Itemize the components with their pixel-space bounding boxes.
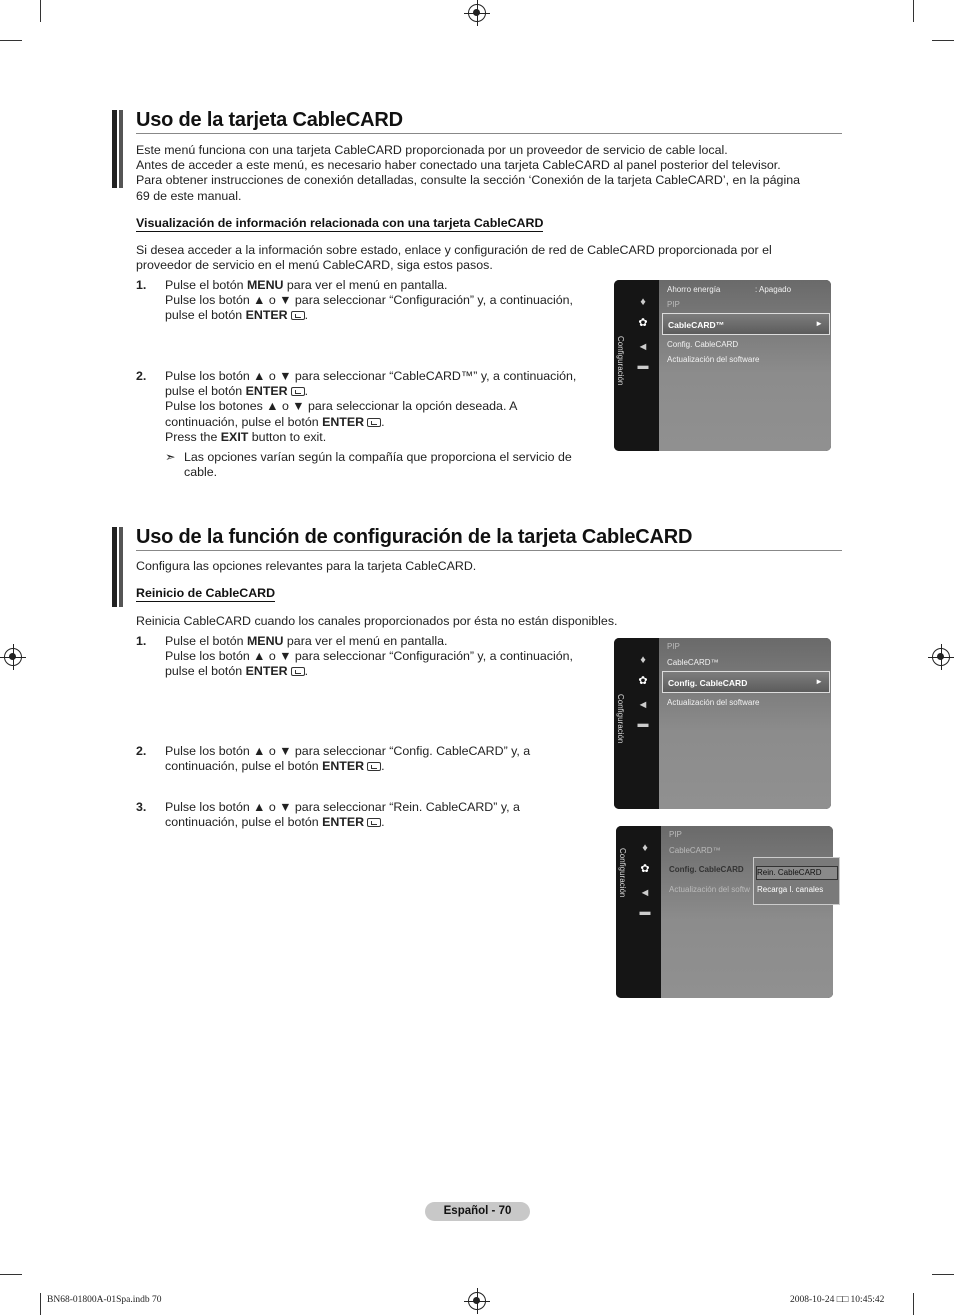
crop-mark <box>0 1274 22 1275</box>
subsection-intro: Reinicia CableCARD cuando los canales proporcionados por ésta no están disponibles. <box>136 614 618 628</box>
section-bar <box>112 110 126 188</box>
step-1: 1. Pulse el botón MENU para ver el menú en pantalla. Pulse los botón ▲ o ▼ para seleccionar “Configuración” y, a continuación, pulse el botón ENTER . <box>136 634 573 679</box>
input-icon: ◄ <box>637 341 649 353</box>
menu-item-selected[interactable]: Config. CableCARD <box>669 865 744 874</box>
crop-mark <box>932 40 954 41</box>
submenu-item[interactable]: Recarga l. canales <box>757 885 824 894</box>
menu-sidebar-label: Configuración <box>616 694 625 744</box>
tv-menu-screenshot <box>614 638 831 809</box>
application-icon: ▬ <box>639 906 651 918</box>
menu-sidebar <box>616 826 661 998</box>
page-number: Español - 70 <box>425 1202 530 1221</box>
menu-item[interactable]: PIP <box>667 642 680 651</box>
crop-mark <box>0 40 22 41</box>
note-arrow-icon: ➣ <box>165 450 176 464</box>
enter-icon <box>291 387 305 396</box>
menu-item[interactable]: Ahorro energía <box>667 285 721 294</box>
title-rule <box>136 550 842 551</box>
step-2: 2. Pulse los botón ▲ o ▼ para seleccionar “CableCARD™” y, a continuación, pulse el botón ENTER . Pulse los botones ▲ o ▼ para seleccionar la opción deseada. A continuación, pulse el botón ENTER . Press the EXIT button to exit. <box>136 369 577 444</box>
section-intro: Configura las opciones relevantes para la tarjeta CableCARD. <box>136 559 477 573</box>
tv-menu-screenshot <box>616 826 833 998</box>
crop-mark <box>932 1274 954 1275</box>
menu-item[interactable]: CableCARD™ <box>669 846 721 855</box>
print-date: 2008-10-24 □□ 10:45:42 <box>790 1295 885 1305</box>
enter-icon <box>291 311 305 320</box>
enter-icon <box>367 418 381 427</box>
registration-mark-icon <box>468 1292 486 1310</box>
step-3: 3. Pulse los botón ▲ o ▼ para seleccionar “Rein. CableCARD” y, a continuación, pulse el botón ENTER . <box>136 800 520 830</box>
tv-menu-screenshot <box>614 280 831 451</box>
gear-icon: ✿ <box>638 675 648 687</box>
menu-item[interactable]: Actualización del softw <box>669 885 750 894</box>
title-rule <box>136 133 842 134</box>
print-file-info: BN68-01800A-01Spa.indb 70 <box>47 1295 162 1305</box>
picture-icon: ♦ <box>642 842 648 854</box>
crop-mark <box>913 1293 914 1315</box>
registration-mark-icon <box>932 648 950 666</box>
subsection-intro: Si desea acceder a la información sobre estado, enlace y configuración de red de CableCARD proporcionada por el proveedor de servicio en el menú CableCARD, siga estos pasos. <box>136 243 772 273</box>
enter-icon <box>367 762 381 771</box>
menu-panel <box>659 280 831 451</box>
crop-mark <box>40 0 41 22</box>
section-bar <box>112 527 126 607</box>
menu-item-selected[interactable]: CableCARD™ ► <box>662 313 830 335</box>
arrow-right-icon: ► <box>815 319 823 328</box>
subsection-title: Reinicio de CableCARD <box>136 586 276 600</box>
menu-item[interactable]: Config. CableCARD <box>667 340 739 349</box>
section-title: Uso de la función de configuración de la tarjeta CableCARD <box>136 526 693 548</box>
enter-icon <box>291 667 305 676</box>
arrow-right-icon: ► <box>815 677 823 686</box>
note: ➣ Las opciones varían según la compañía que proporciona el servicio de cable. <box>165 450 572 480</box>
step-1: 1. Pulse el botón MENU para ver el menú en pantalla. Pulse los botón ▲ o ▼ para seleccionar “Configuración” y, a continuación, pulse el botón ENTER . <box>136 278 573 323</box>
crop-mark <box>40 1293 41 1315</box>
menu-item[interactable]: PIP <box>667 300 680 309</box>
menu-item[interactable]: Actualización del software <box>667 355 760 364</box>
registration-mark-icon <box>468 4 486 22</box>
gear-icon: ✿ <box>640 863 650 875</box>
application-icon: ▬ <box>637 718 649 730</box>
menu-sidebar-label: Configuración <box>618 848 627 898</box>
menu-sidebar <box>614 638 659 809</box>
menu-item[interactable]: Actualización del software <box>667 698 760 707</box>
gear-icon: ✿ <box>638 317 648 329</box>
menu-sidebar <box>614 280 659 451</box>
registration-mark-icon <box>4 648 22 666</box>
submenu-item[interactable]: Rein. CableCARD <box>757 868 822 877</box>
subsection-title: Visualización de información relacionada con una tarjeta CableCARD <box>136 216 544 230</box>
section-intro: Este menú funciona con una tarjeta CableCARD proporcionada por un proveedor de servicio de cable local. Antes de acceder a este menú, es necesario haber conectado una tarjeta CableCARD al panel posterior del televisor. Para obtener instrucciones de conexión detalladas, consulte la sección ‘Conexión de la tarjeta CableCARD’, en la página 69 de este manual. <box>136 143 800 203</box>
input-icon: ◄ <box>637 699 649 711</box>
input-icon: ◄ <box>639 887 651 899</box>
application-icon: ▬ <box>637 360 649 372</box>
menu-item[interactable]: CableCARD™ <box>667 658 719 667</box>
menu-item-selected[interactable]: Config. CableCARD ► <box>662 671 830 693</box>
menu-item-value: : Apagado <box>755 285 792 294</box>
picture-icon: ♦ <box>640 296 646 308</box>
menu-sidebar-label: Configuración <box>616 336 625 386</box>
step-2: 2. Pulse los botón ▲ o ▼ para seleccionar “Config. CableCARD” y, a continuación, pulse el botón ENTER . <box>136 744 531 774</box>
crop-mark <box>913 0 914 22</box>
picture-icon: ♦ <box>640 654 646 666</box>
section-title: Uso de la tarjeta CableCARD <box>136 109 403 131</box>
enter-icon <box>367 818 381 827</box>
menu-item[interactable]: PIP <box>669 830 682 839</box>
submenu-popup <box>753 857 840 905</box>
